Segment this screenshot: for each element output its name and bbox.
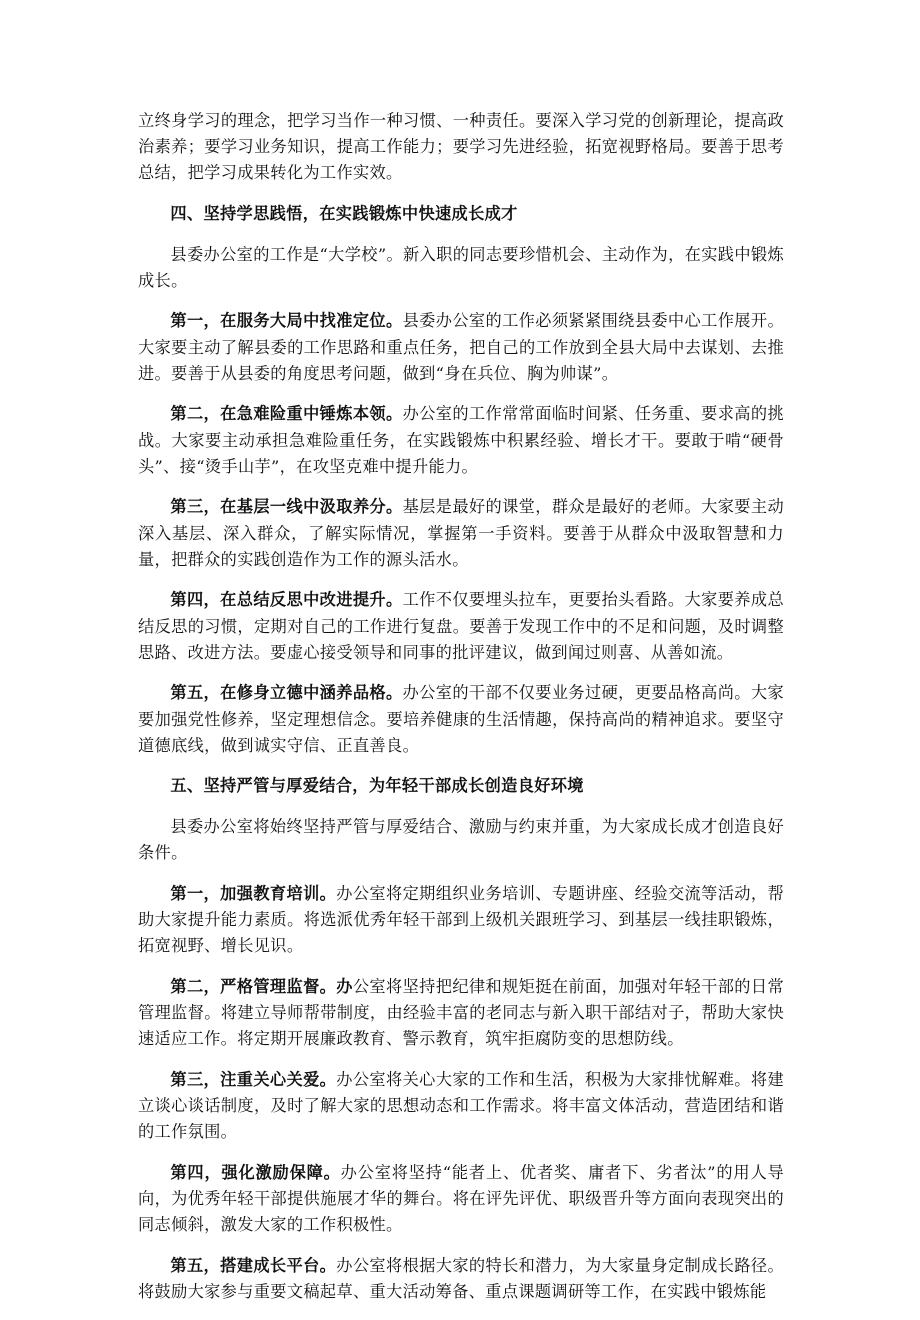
section-heading-4 xyxy=(138,201,784,227)
paragraph-text: 工作不仅要埋头拉车，更要抬头看路。大家要养成总结反思的习惯，定期对自己的工作进行复盘。要善于发现工作中的不足和问题，及时调整思路、改进方法。要虚心接受领导和同事的批评建议，做到闻过则喜、从善如流。 xyxy=(138,590,784,662)
paragraph-lead: 第二，严格管理监督。办 xyxy=(170,976,353,996)
section-heading-5 xyxy=(138,773,784,799)
paragraph-text: 办公室将根据大家的特长和潜力，为大家量身定制成长路径。将鼓励大家参与重要文稿起草、重大活动筹备、重点课题调研等工作，在实践中锻炼能 xyxy=(138,1255,785,1301)
paragraph-text: 县委办公室的工作必须紧紧围绕县委中心工作展开。大家要主动了解县委的工作思路和重点任务，把自己的工作放到全县大局中去谋划、去推进。要善于从县委的角度思考问题，做到“身在兵位、胸为帅谋”。 xyxy=(138,311,784,383)
paragraph xyxy=(138,587,784,666)
paragraph xyxy=(138,401,784,480)
paragraph-lead: 第三，在基层一线中汲取养分。 xyxy=(170,497,403,517)
paragraph-lead: 第二，在急难险重中锤炼本领。 xyxy=(170,404,403,424)
paragraph-lead: 第一，在服务大局中找准定位。 xyxy=(170,311,403,331)
paragraph xyxy=(138,1067,784,1146)
paragraph-lead: 第四，在总结反思中改进提升。 xyxy=(170,590,403,610)
paragraph-lead: 第五，在修身立德中涵养品格。 xyxy=(170,683,403,703)
paragraph xyxy=(138,974,784,1053)
paragraph-text: 基层是最好的课堂，群众是最好的老师。大家要主动深入基层、深入群众，了解实际情况，掌握第一手资料。要善于从群众中汲取智慧和力量，把群众的实践创造作为工作的源头活水。 xyxy=(138,497,784,569)
paragraph-text: 县委办公室的工作是“大学校”。新入职的同志要珍惜机会、主动作为，在实践中锻炼成长。 xyxy=(138,244,784,290)
paragraph-text: 办公室将关心大家的工作和生活，积极为大家排忧解难。将建立谈心谈话制度，及时了解大家的思想动态和工作需求。将丰富文体活动，营造团结和谐的工作氛围。 xyxy=(138,1069,785,1142)
paragraph-lead: 第三，注重关心关爱。 xyxy=(170,1069,337,1089)
paragraph-lead: 第一，加强教育培训。 xyxy=(170,883,337,903)
paragraph-continued xyxy=(138,108,784,187)
heading-text: 四、坚持学思践悟，在实践锻炼中快速成长成才 xyxy=(170,204,518,223)
paragraph-lead: 第四，强化激励保障。 xyxy=(170,1162,341,1182)
paragraph xyxy=(138,242,784,294)
paragraph xyxy=(138,881,784,960)
heading-text: 五、坚持严管与厚爱结合，为年轻干部成长创造良好环境 xyxy=(170,776,584,796)
paragraph-text: 办公室将坚持“能者上、优者奖、庸者下、劣者汰”的用人导向，为优秀年轻干部提供施展才华的舞台。将在评先评优、职级晋升等方面向表现突出的同志倾斜，激发大家的工作积极性。 xyxy=(138,1162,784,1235)
paragraph xyxy=(138,1160,784,1239)
paragraph-text: 办公室的干部不仅要业务过硬，更要品格高尚。大家要加强党性修养，坚定理想信念。要培养健康的生活情趣，保持高尚的精神追求。要坚守道德底线，做到诚实守信、正直善良。 xyxy=(138,683,784,755)
paragraph-text: 办公室将定期组织业务培训、专题讲座、经验交流等活动，帮助大家提升能力素质。将选派优秀年轻干部到上级机关跟班学习、到基层一线挂职锻炼，拓宽视野、增长见识。 xyxy=(138,883,785,956)
paragraph xyxy=(138,308,784,387)
paragraph xyxy=(138,814,784,866)
paragraph-lead: 第五，搭建成长平台。 xyxy=(170,1255,337,1275)
paragraph-text: 县委办公室将始终坚持严管与厚爱结合、激励与约束并重，为大家成长成才创造良好条件。 xyxy=(138,816,784,863)
paragraph-text: 公室将坚持把纪律和规矩挺在前面，加强对年轻干部的日常管理监督。将建立导师帮带制度，由经验丰富的老同志与新入职干部结对子，帮助大家快速适应工作。将定期开展廉政教育、警示教育，筑牢拒腐防变的思想防线。 xyxy=(138,976,784,1049)
paragraph xyxy=(138,680,784,759)
paragraph-text: 办公室的工作常常面临时间紧、任务重、要求高的挑战。大家要主动承担急难险重任务，在实践锻炼中积累经验、增长才干。要敢于啃“硬骨头”、接“烫手山芋”，在攻坚克难中提升能力。 xyxy=(138,404,784,476)
paragraph xyxy=(138,494,784,573)
paragraph-text: 立终身学习的理念，把学习当作一种习惯、一种责任。要深入学习党的创新理论，提高政治素养；要学习业务知识，提高工作能力；要学习先进经验，拓宽视野格局。要善于思考总结，把学习成果转化为工作实效。 xyxy=(138,111,784,183)
paragraph xyxy=(138,1253,784,1305)
document-page xyxy=(138,108,784,1320)
